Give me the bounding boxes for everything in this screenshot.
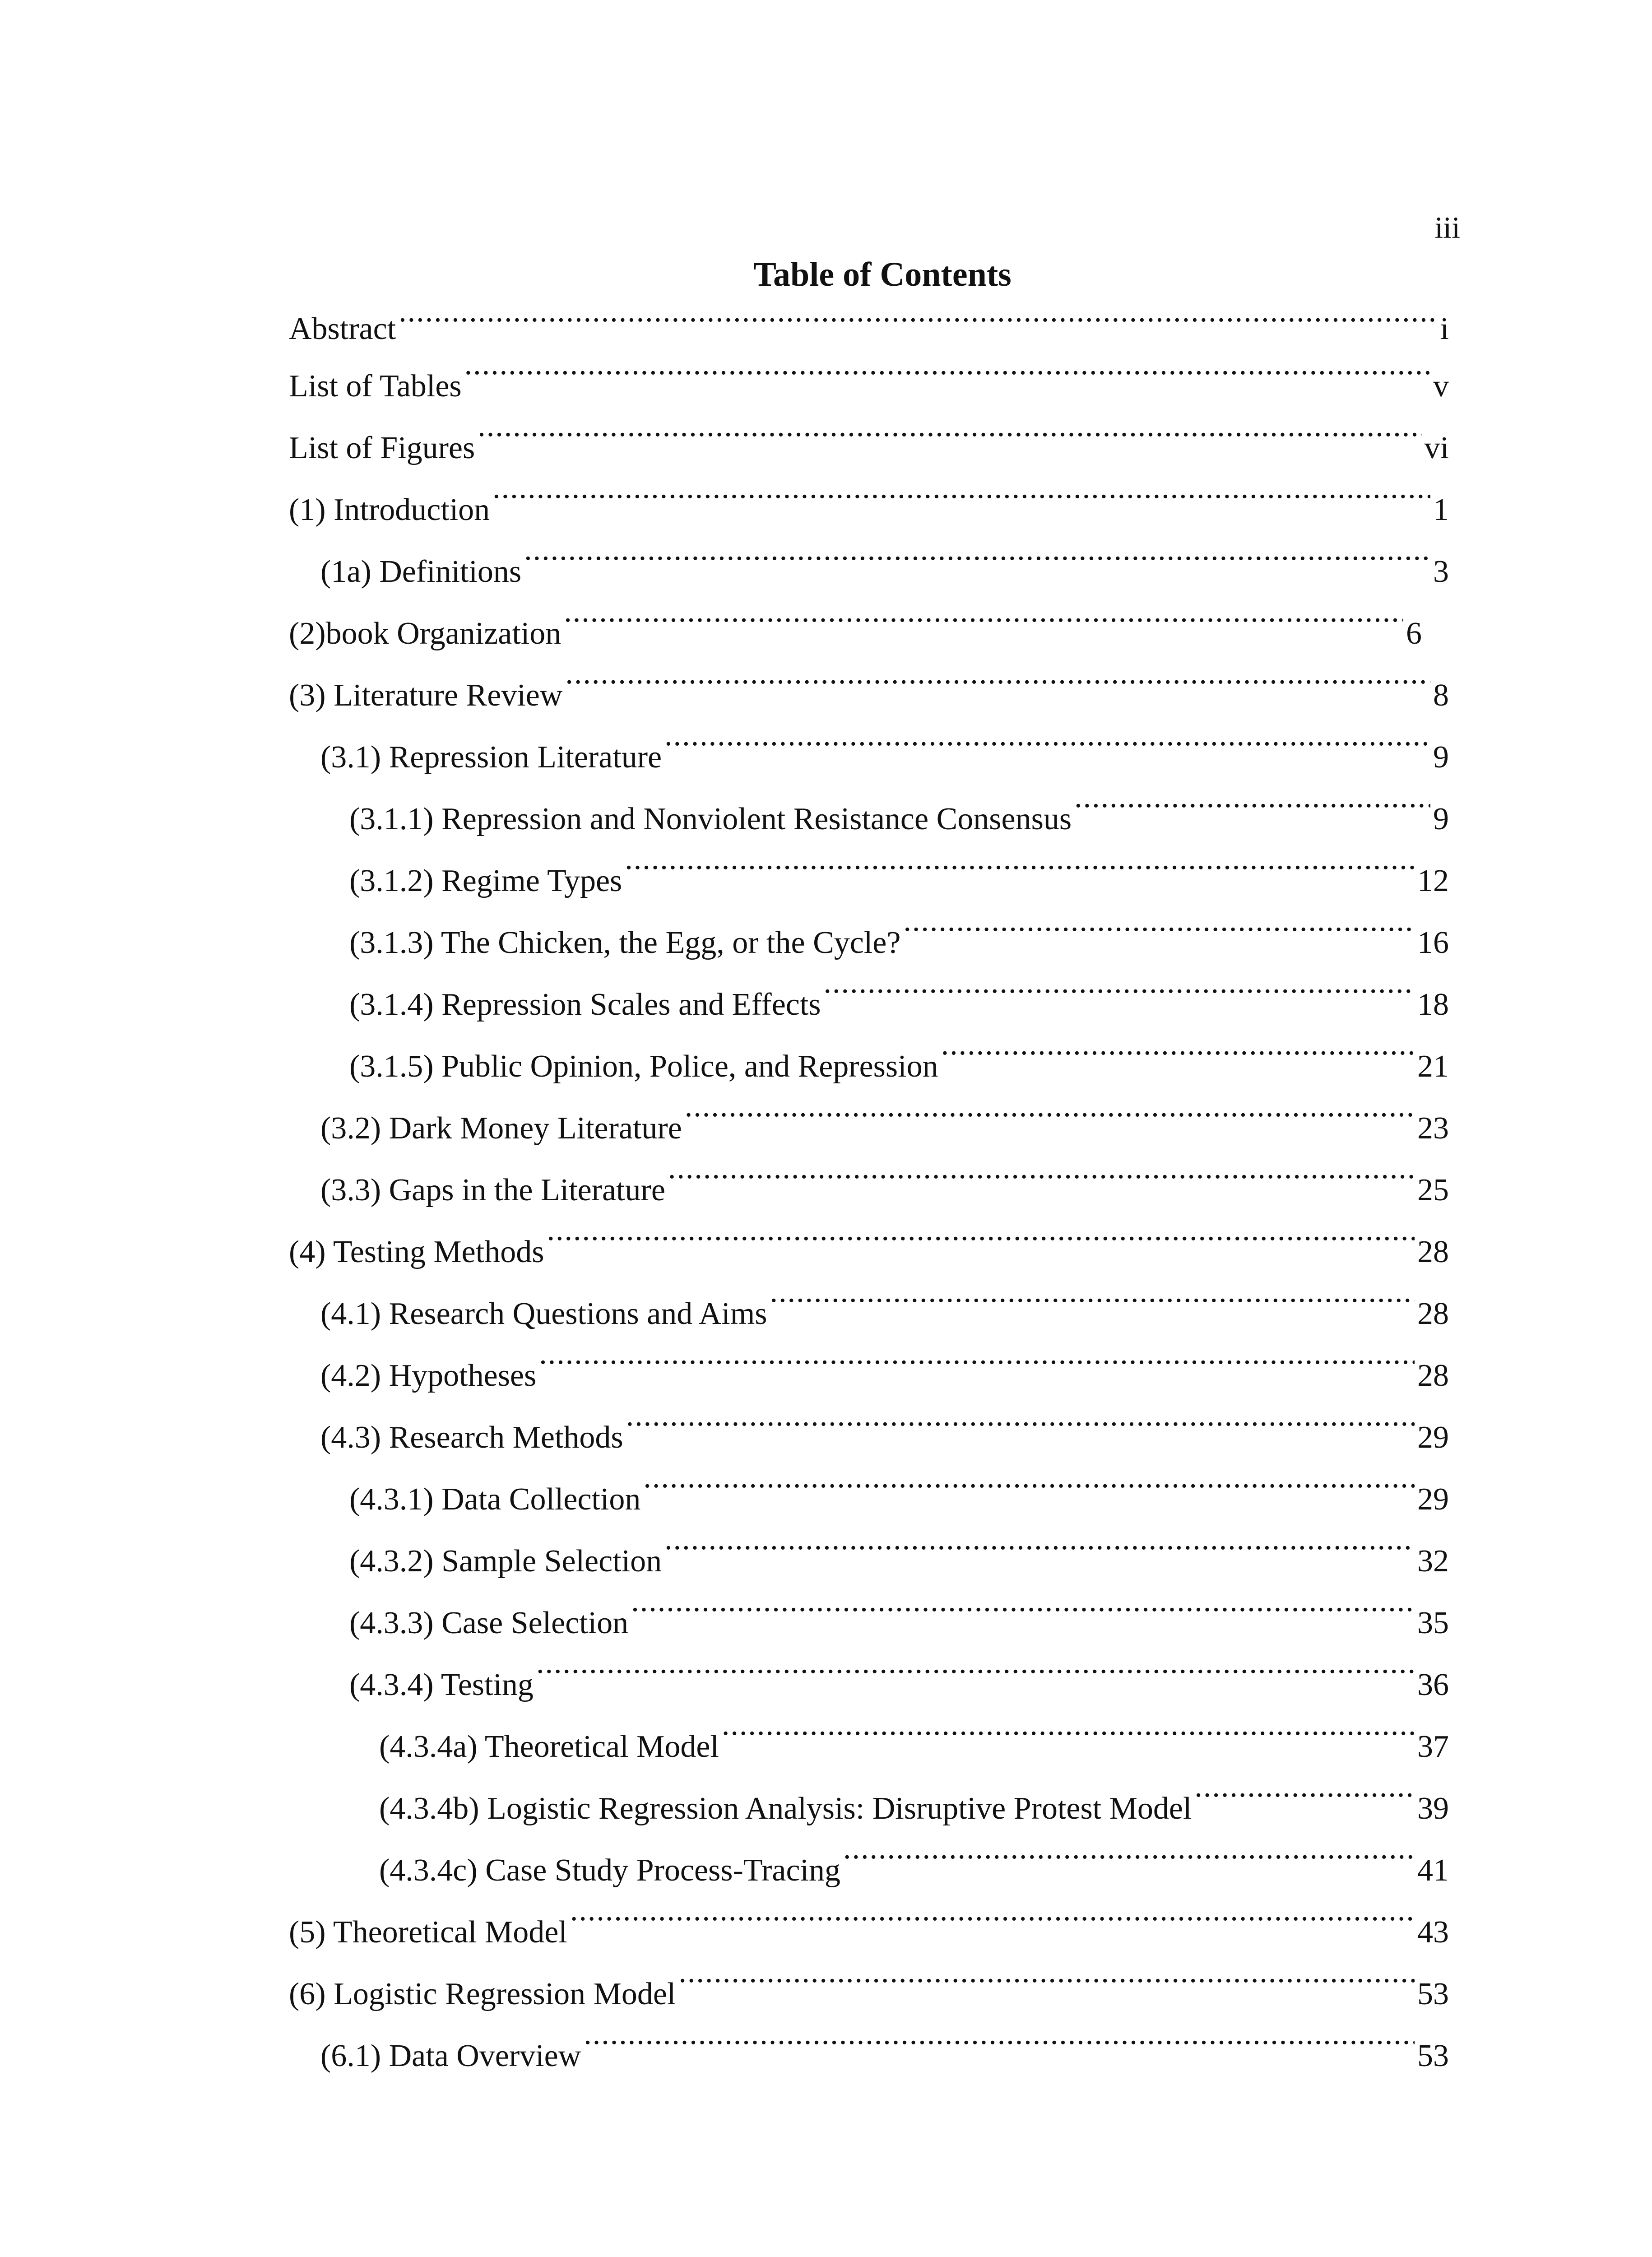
toc-entry-page: i	[1440, 311, 1449, 346]
toc-entry-label: List of Tables	[289, 369, 462, 404]
dot-leader	[536, 1663, 1415, 1695]
toc-entry-page: 41	[1417, 1853, 1449, 1888]
toc-entry-gaps-in-literature[interactable]	[289, 1159, 1449, 1221]
toc-entry-public-opinion-police[interactable]	[289, 1036, 1449, 1097]
toc-entry-page: v	[1433, 369, 1449, 404]
toc-entry-label: (4.3.4b) Logistic Regression Analysis: Disruptive Protest Model	[379, 1791, 1192, 1826]
dot-leader	[564, 612, 1403, 644]
dot-leader	[1074, 798, 1430, 829]
toc-entry-label: (4.3.1) Data Collection	[349, 1482, 641, 1517]
toc-entry-introduction[interactable]	[289, 479, 1449, 541]
toc-entry-label: (4.3.4a) Theoretical Model	[379, 1729, 719, 1764]
toc-entry-page: 6	[1406, 616, 1422, 651]
toc-entry-page: 28	[1417, 1358, 1449, 1393]
toc-entry-label: (6) Logistic Regression Model	[289, 1977, 676, 2011]
toc-entry-page: 32	[1417, 1544, 1449, 1579]
toc-entry-label: (4.2) Hypotheses	[320, 1358, 537, 1393]
toc-entry-repression-literature[interactable]	[289, 726, 1449, 788]
toc-entry-label: (4.3) Research Methods	[320, 1420, 623, 1455]
toc-entry-label: (3) Literature Review	[289, 678, 563, 713]
toc-entry-repression-nonviolent-consensus[interactable]	[289, 788, 1449, 850]
dot-leader	[565, 674, 1430, 706]
toc-entry-page: 25	[1417, 1173, 1449, 1207]
toc-entry-label: (4.1) Research Questions and Aims	[320, 1296, 767, 1331]
toc-entry-label: (1a) Definitions	[320, 554, 522, 589]
page-title: Table of Contents	[753, 255, 1012, 293]
toc-entry-label: (6.1) Data Overview	[320, 2039, 581, 2073]
table-of-contents	[289, 302, 1449, 2087]
toc-entry-case-selection[interactable]	[289, 1592, 1449, 1654]
toc-entry-page: 16	[1417, 925, 1449, 960]
dot-leader	[664, 736, 1430, 767]
dot-leader	[643, 1478, 1415, 1509]
toc-entry-sample-selection[interactable]	[289, 1530, 1449, 1592]
toc-entry-page: 43	[1417, 1915, 1449, 1950]
toc-entry-chicken-egg-cycle[interactable]	[289, 912, 1449, 974]
dot-leader	[584, 2034, 1415, 2066]
toc-entry-theoretical-model[interactable]	[289, 1901, 1449, 1963]
toc-entry-label: (4.3.4c) Case Study Process-Tracing	[379, 1853, 841, 1888]
dot-leader	[464, 365, 1430, 396]
toc-entry-page: 1	[1433, 492, 1449, 527]
toc-entry-page: 29	[1417, 1420, 1449, 1455]
toc-entry-page: 35	[1417, 1606, 1449, 1640]
toc-entry-list-of-figures[interactable]	[289, 417, 1449, 479]
dot-leader	[570, 1911, 1415, 1942]
toc-entry-research-questions[interactable]	[289, 1283, 1449, 1345]
toc-entry-page: 21	[1417, 1049, 1449, 1084]
dot-leader	[668, 1169, 1415, 1200]
toc-entry-data-overview[interactable]	[289, 2025, 1449, 2087]
toc-entry-label: List of Figures	[289, 431, 475, 465]
dot-leader	[547, 1231, 1415, 1262]
dot-leader	[631, 1602, 1415, 1633]
toc-entry-book-organization[interactable]	[289, 603, 1449, 664]
toc-entry-dark-money-literature[interactable]	[289, 1097, 1449, 1159]
toc-entry-logistic-regression-analysis[interactable]	[289, 1778, 1449, 1839]
toc-entry-label: Abstract	[289, 311, 396, 346]
toc-entry-page: 29	[1417, 1482, 1449, 1517]
dot-leader	[626, 1416, 1415, 1448]
toc-entry-page: 39	[1417, 1791, 1449, 1826]
dot-leader	[1194, 1787, 1415, 1819]
dot-leader	[492, 488, 1430, 520]
toc-entry-page: 18	[1417, 987, 1449, 1022]
dot-leader	[524, 550, 1430, 582]
toc-entry-page: 8	[1433, 678, 1449, 713]
toc-entry-regime-types[interactable]	[289, 850, 1449, 912]
toc-entry-label: (4.3.4) Testing	[349, 1667, 534, 1702]
toc-entry-hypotheses[interactable]	[289, 1345, 1449, 1407]
toc-entry-page: 3	[1433, 554, 1449, 589]
toc-entry-repression-scales[interactable]	[289, 974, 1449, 1036]
toc-entry-page: 12	[1417, 864, 1449, 898]
dot-leader	[722, 1725, 1415, 1757]
dot-leader	[478, 427, 1421, 458]
toc-entry-label: (1) Introduction	[289, 492, 490, 527]
dot-leader	[399, 307, 1437, 339]
toc-entry-label: (3.1.3) The Chicken, the Egg, or the Cycle?	[349, 925, 901, 960]
toc-entry-label: (3.3) Gaps in the Literature	[320, 1173, 665, 1207]
toc-entry-page: 23	[1417, 1111, 1449, 1146]
toc-entry-abstract[interactable]	[289, 302, 1449, 355]
toc-entry-page: vi	[1424, 431, 1449, 465]
toc-entry-label: (3.2) Dark Money Literature	[320, 1111, 682, 1146]
toc-entry-research-methods[interactable]	[289, 1407, 1449, 1468]
dot-leader	[664, 1540, 1415, 1571]
toc-entry-page: 53	[1417, 1977, 1449, 2011]
toc-entry-label: (5) Theoretical Model	[289, 1915, 567, 1950]
toc-entry-page: 37	[1417, 1729, 1449, 1764]
page-number: iii	[1434, 210, 1460, 245]
dot-leader	[770, 1292, 1415, 1324]
toc-entry-testing-methods[interactable]	[289, 1221, 1449, 1283]
dot-leader	[625, 859, 1415, 891]
toc-entry-page: 53	[1417, 2039, 1449, 2073]
toc-entry-list-of-tables[interactable]	[289, 355, 1449, 417]
toc-entry-page: 9	[1433, 802, 1449, 836]
toc-entry-page: 28	[1417, 1235, 1449, 1269]
toc-entry-label: (2)book Organization	[289, 616, 561, 651]
dot-leader	[824, 983, 1415, 1015]
toc-entry-label: (4.3.2) Sample Selection	[349, 1544, 662, 1579]
toc-entry-label: (3.1.4) Repression Scales and Effects	[349, 987, 821, 1022]
toc-entry-label: (4.3.3) Case Selection	[349, 1606, 629, 1640]
toc-entry-label: (3.1.5) Public Opinion, Police, and Repression	[349, 1049, 938, 1084]
toc-entry-page: 9	[1433, 740, 1449, 775]
toc-entry-definitions[interactable]	[289, 541, 1449, 603]
toc-entry-label: (3.1) Repression Literature	[320, 740, 662, 775]
dot-leader	[685, 1107, 1415, 1138]
dot-leader	[678, 1973, 1415, 2004]
toc-entry-page: 28	[1417, 1296, 1449, 1331]
toc-entry-testing[interactable]	[289, 1654, 1449, 1716]
toc-entry-label: (4) Testing Methods	[289, 1235, 544, 1269]
toc-entry-label: (3.1.2) Regime Types	[349, 864, 622, 898]
toc-entry-logistic-regression-model[interactable]	[289, 1963, 1449, 2025]
dot-leader	[843, 1849, 1415, 1881]
dot-leader	[941, 1045, 1415, 1077]
toc-entry-literature-review[interactable]	[289, 664, 1449, 726]
toc-entry-data-collection[interactable]	[289, 1468, 1449, 1530]
dot-leader	[903, 921, 1415, 953]
toc-entry-label: (3.1.1) Repression and Nonviolent Resistance Consensus	[349, 802, 1072, 836]
toc-entry-page: 36	[1417, 1667, 1449, 1702]
toc-entry-theoretical-model-sub[interactable]	[289, 1716, 1449, 1778]
dot-leader	[539, 1354, 1415, 1386]
toc-entry-case-study-process-tracing[interactable]	[289, 1839, 1449, 1901]
